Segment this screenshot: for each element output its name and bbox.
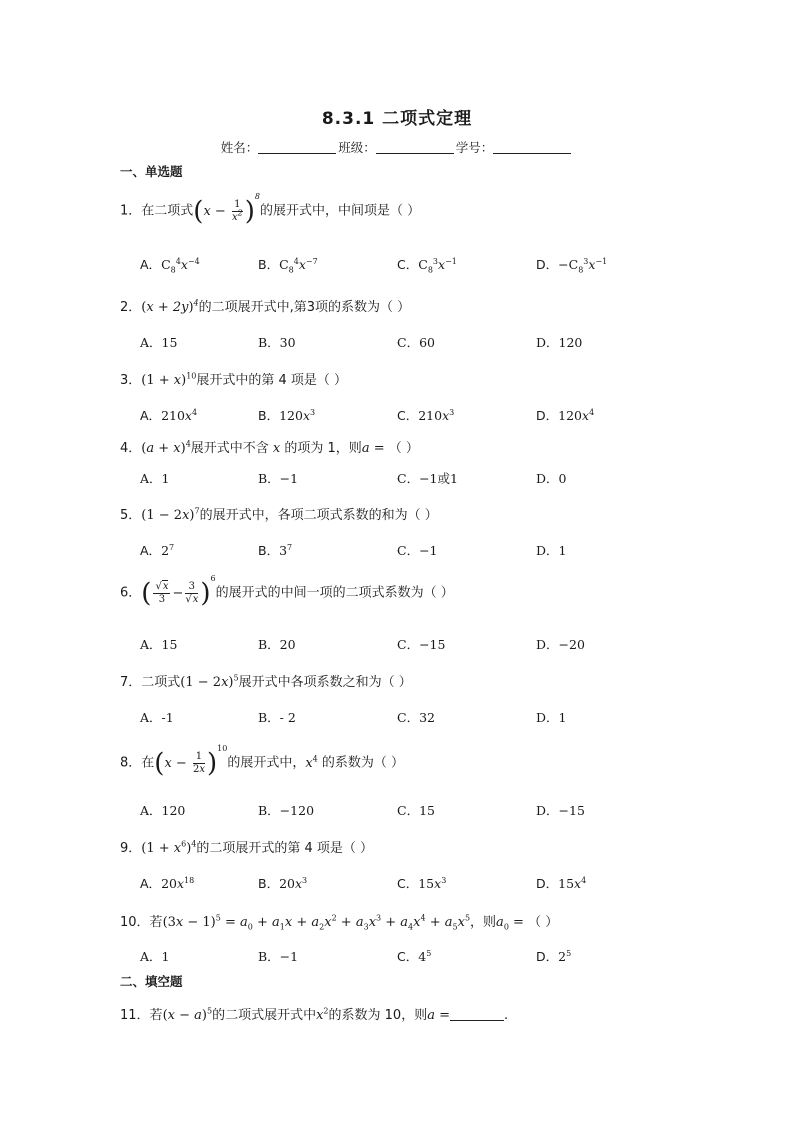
- id-label: 学号：: [455, 140, 494, 155]
- question-number: 1．: [120, 203, 142, 219]
- question-text: （ ）: [388, 441, 419, 456]
- question-text: 若: [149, 1008, 163, 1023]
- option-a[interactable]: A．15: [140, 637, 178, 652]
- formula-var: a =: [361, 441, 385, 456]
- option-c[interactable]: C．−1: [397, 543, 438, 558]
- option-c[interactable]: C．$15x^3$: [397, 875, 447, 891]
- question-text: 在二项式: [141, 203, 194, 219]
- question-text: 的展开式的中间一项的二项式系数为（ ）: [215, 585, 454, 601]
- question-number: 10．: [120, 915, 150, 930]
- question-text: 在: [141, 755, 155, 771]
- question-10: [120, 911, 558, 930]
- option-c[interactable]: C．32: [397, 710, 435, 725]
- question-text: 的展开式中，: [227, 755, 306, 771]
- formula-var: $a_0$ =: [496, 915, 529, 932]
- option-b[interactable]: B．$120x^3$: [258, 407, 316, 423]
- option-a[interactable]: A．$2^7$: [140, 542, 175, 558]
- formula: $(a + x)^4$: [141, 439, 191, 456]
- name-blank[interactable]: [258, 141, 336, 154]
- question-text: 的二项展开式中,第3项的系数为（ ）: [198, 300, 411, 315]
- formula: $(3x - 1)^5 = a_0 + a_1x + a_2x^2 + a_3x^3 + a_4x^4 + a_5x^5$: [162, 913, 471, 932]
- option-b[interactable]: B．−1: [258, 949, 299, 964]
- option-a[interactable]: A．15: [140, 335, 178, 350]
- formula: $(x - a)^5$: [162, 1006, 213, 1023]
- option-d[interactable]: D．$2^5$: [536, 948, 572, 964]
- formula: (x − $\frac{1}{x^2}$ )$^8$: [193, 191, 260, 226]
- id-blank[interactable]: [493, 141, 571, 154]
- options-3: [140, 406, 680, 424]
- option-a[interactable]: A．$C_8^4x^{-4}$: [140, 256, 200, 275]
- option-b[interactable]: B．20: [258, 637, 296, 652]
- question-number: 7．: [120, 675, 142, 690]
- student-info: [0, 138, 794, 156]
- formula: $(1 + x)^{10}$: [141, 371, 197, 388]
- question-text: 的二项式展开式中: [212, 1008, 317, 1023]
- formula: ( $\frac{√x}{3}$ − $\frac{3}{√x}$ )$^6$: [141, 573, 216, 608]
- options-8: [140, 801, 680, 819]
- question-text: 的二项展开式的第 4 项是（ ）: [196, 841, 374, 856]
- question-number: 5．: [120, 508, 142, 523]
- options-1: [140, 255, 680, 273]
- question-text: 若: [149, 915, 163, 930]
- page-title: 8.3.1 二项式定理: [321, 109, 473, 129]
- question-4: [120, 437, 419, 456]
- option-b[interactable]: B．$3^7$: [258, 542, 293, 558]
- option-d[interactable]: D．0: [536, 471, 567, 486]
- question-9: [120, 837, 373, 856]
- options-9: [140, 874, 680, 892]
- option-d[interactable]: D．−20: [536, 637, 585, 652]
- question-text: 展开式中不含: [190, 441, 269, 456]
- option-d[interactable]: D．1: [536, 543, 567, 558]
- class-label: 班级：: [338, 140, 376, 155]
- option-b[interactable]: B．$20x^3$: [258, 875, 308, 891]
- name-label: 姓名：: [220, 140, 259, 155]
- formula: $(1 + x^6)^4$: [141, 839, 197, 856]
- formula-var: $x^4$: [305, 754, 318, 771]
- options-10: [140, 947, 680, 965]
- option-d[interactable]: D．−15: [536, 803, 585, 818]
- question-text: 的项为 1，则: [284, 441, 362, 456]
- question-text: （ ）: [528, 915, 559, 930]
- question-text: 展开式中各项系数之和为（ ）: [238, 675, 412, 690]
- option-b[interactable]: B．$C_8^4x^{-7}$: [258, 256, 318, 275]
- question-6: [120, 573, 454, 608]
- period: .: [504, 1008, 509, 1023]
- formula: $(1 - 2x)^7$: [141, 506, 200, 523]
- option-a[interactable]: A．$210x^4$: [140, 407, 198, 423]
- option-b[interactable]: B．- 2: [258, 710, 296, 725]
- question-number: 6．: [120, 585, 142, 601]
- question-8: [120, 743, 405, 778]
- options-5: [140, 541, 680, 559]
- question-number: 4．: [120, 441, 142, 456]
- question-number: 3．: [120, 373, 142, 388]
- option-b[interactable]: B．−1: [258, 471, 299, 486]
- option-c[interactable]: C．$210x^3$: [397, 407, 455, 423]
- question-text: 的系数为 10，则: [328, 1008, 428, 1023]
- question-7: [120, 671, 412, 690]
- question-5: [120, 504, 438, 523]
- option-d[interactable]: D．$-C_8^3x^{-1}$: [536, 256, 608, 275]
- option-d[interactable]: D．$120x^4$: [536, 407, 595, 423]
- option-d[interactable]: D．1: [536, 710, 567, 725]
- question-1: [120, 191, 421, 226]
- option-a[interactable]: A．1: [140, 949, 170, 964]
- option-a[interactable]: A．120: [140, 803, 186, 818]
- option-b[interactable]: B．−120: [258, 803, 315, 818]
- option-c[interactable]: C．$4^5$: [397, 948, 432, 964]
- question-text: 的展开式中，各项二项式系数的和为（ ）: [199, 508, 438, 523]
- question-text: 的展开式中，中间项是（ ）: [259, 203, 421, 219]
- question-text: 的系数为（ ）: [321, 755, 405, 771]
- question-number: 8．: [120, 755, 142, 771]
- section-single-choice: 一、单选题: [120, 164, 183, 179]
- formula-var: x: [268, 441, 285, 456]
- question-number: 9．: [120, 841, 142, 856]
- option-c[interactable]: C．−1或1: [397, 471, 458, 486]
- option-a[interactable]: A．$20x^{18}$: [140, 875, 195, 891]
- formula-var: $x^2$: [316, 1006, 329, 1023]
- formula: (x − $\frac{1}{2x}$ )$^{10}$: [154, 743, 228, 778]
- answer-blank[interactable]: [450, 1008, 504, 1021]
- question-number: 11．: [120, 1008, 150, 1023]
- class-blank[interactable]: [376, 141, 454, 154]
- option-c[interactable]: C．−15: [397, 637, 446, 652]
- question-text: 展开式中的第 4 项是（ ）: [196, 373, 348, 388]
- question-2: [120, 296, 410, 315]
- options-7: [140, 708, 680, 726]
- section-fill-blank: 二、填空题: [120, 974, 183, 989]
- option-d[interactable]: D．120: [536, 335, 583, 350]
- formula: $(1 - 2x)^5$: [180, 673, 239, 690]
- formula-var: a =: [427, 1008, 450, 1023]
- option-a[interactable]: A．-1: [140, 710, 174, 725]
- question-3: [120, 369, 347, 388]
- option-c[interactable]: C．15: [397, 803, 435, 818]
- option-c[interactable]: C．60: [397, 335, 435, 350]
- options-4: [140, 469, 680, 487]
- option-b[interactable]: B．30: [258, 335, 296, 350]
- options-6: [140, 635, 680, 653]
- formula: $(x + 2y)^4$: [141, 298, 199, 315]
- option-c[interactable]: C．$C_8^3x^{-1}$: [397, 256, 457, 275]
- question-text: 二项式: [141, 675, 181, 690]
- question-number: 2．: [120, 300, 142, 315]
- question-text: ，则: [470, 915, 497, 930]
- option-d[interactable]: D．$15x^4$: [536, 875, 587, 891]
- option-a[interactable]: A．1: [140, 471, 170, 486]
- options-2: [140, 333, 680, 351]
- question-11: [120, 1004, 508, 1023]
